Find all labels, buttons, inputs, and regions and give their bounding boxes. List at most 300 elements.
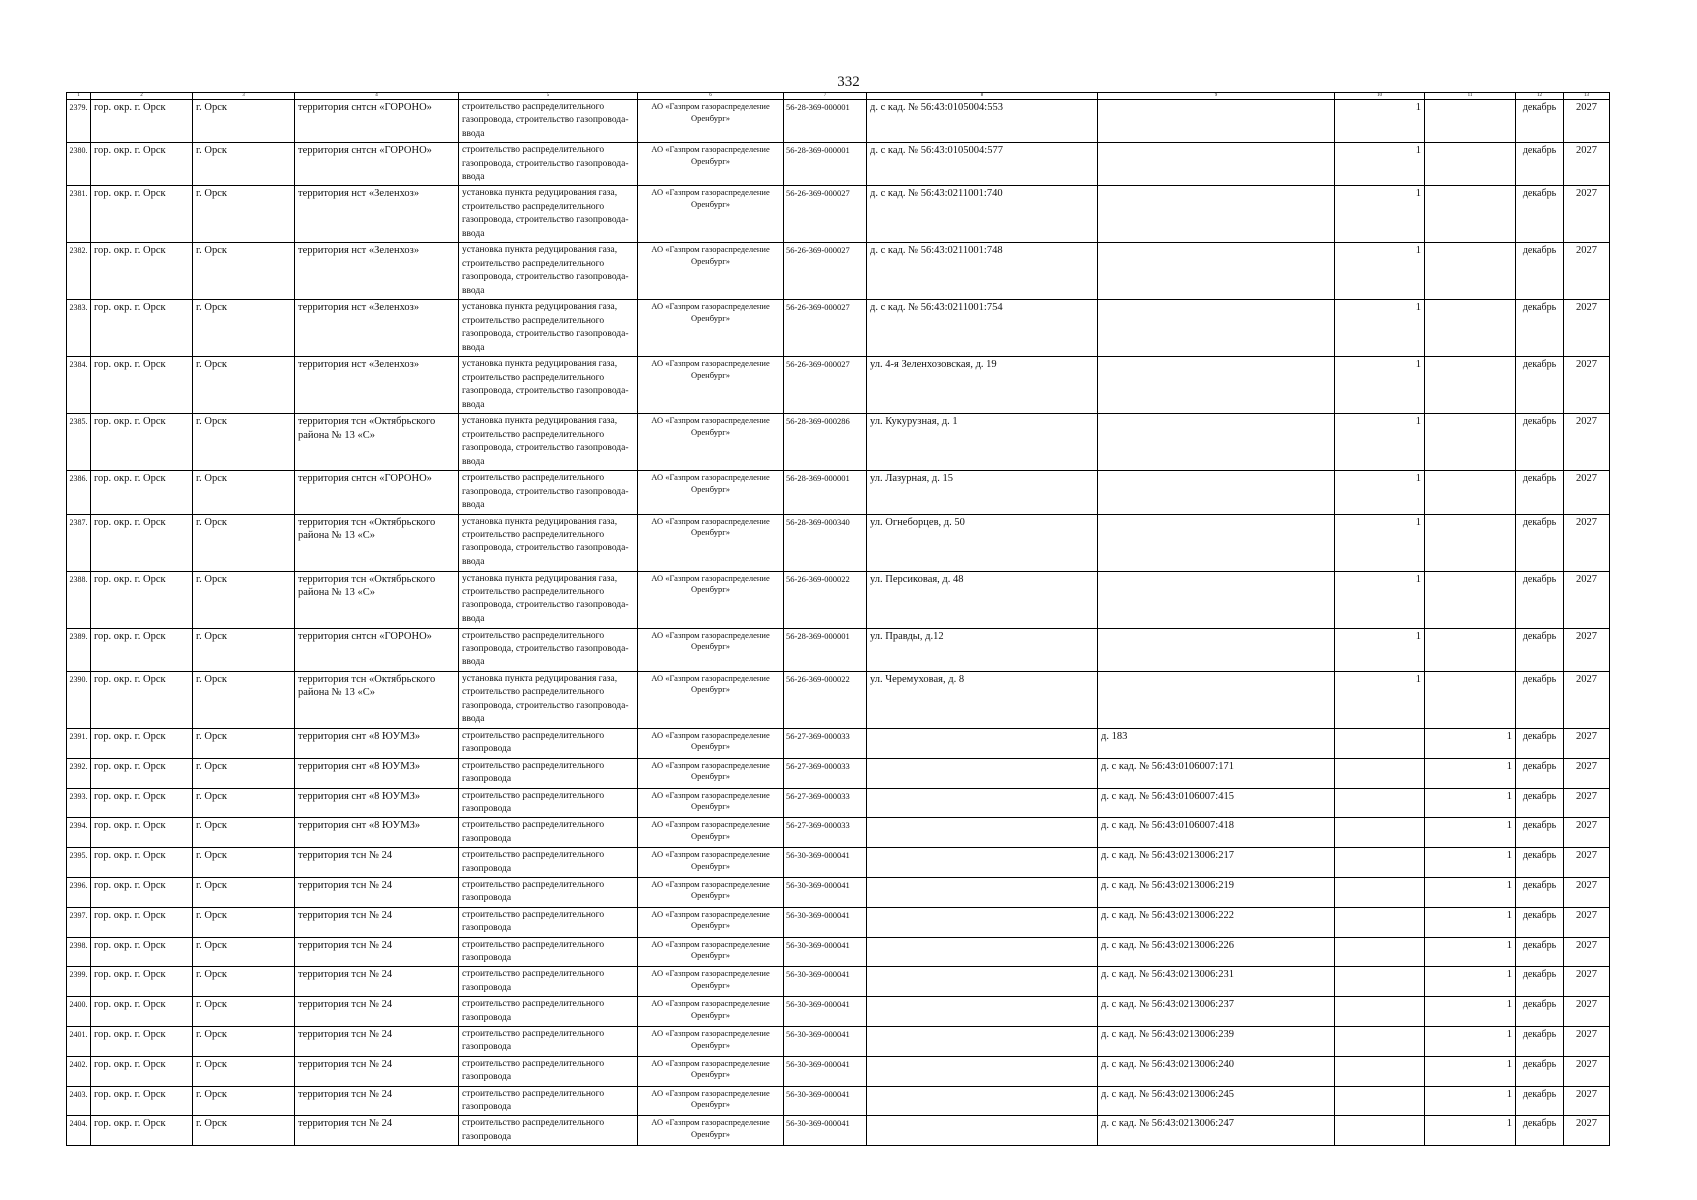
address-cell (867, 877, 1098, 907)
count-cell (1335, 937, 1425, 967)
work-type-cell: установка пункта редуцирования газа, строительство распределительного газопровода, строительство газопровода-ввода (459, 414, 638, 471)
column-number: 5 (459, 93, 638, 100)
municipality-cell: гор. окр. г. Орск (91, 471, 193, 514)
territory-cell: территория снт «8 ЮУМЗ» (295, 788, 459, 818)
column-number: 2 (91, 93, 193, 100)
organization-cell: АО «Газпром газораспределение Оренбург» (638, 186, 784, 243)
address-cell (867, 967, 1098, 997)
count-cell (1335, 848, 1425, 878)
table-row (67, 671, 1610, 728)
address-cell: ул. 4-я Зеленхозовская, д. 19 (867, 357, 1098, 414)
month-cell: декабрь (1516, 758, 1564, 788)
work-type-cell: установка пункта редуцирования газа, строительство распределительного газопровода, строительство газопровода-ввода (459, 243, 638, 300)
table-row (67, 414, 1610, 471)
cadastral-address-cell: д. с кад. № 56:43:0213006:222 (1098, 907, 1335, 937)
city-cell: г. Орск (193, 997, 295, 1027)
address-cell: д. с кад. № 56:43:0211001:748 (867, 243, 1098, 300)
table-row (67, 1116, 1610, 1146)
object-code-cell: 56-30-369-000041 (784, 848, 867, 878)
object-code-cell: 56-26-369-000027 (784, 300, 867, 357)
object-code-cell: 56-30-369-000041 (784, 877, 867, 907)
count-cell: 1 (1425, 788, 1516, 818)
year-cell: 2027 (1564, 300, 1610, 357)
municipality-cell: гор. окр. г. Орск (91, 1086, 193, 1116)
year-cell: 2027 (1564, 571, 1610, 628)
year-cell: 2027 (1564, 967, 1610, 997)
table-row (67, 300, 1610, 357)
count-cell (1425, 143, 1516, 186)
row-number: 2388. (67, 571, 91, 628)
cadastral-address-cell: д. с кад. № 56:43:0213006:226 (1098, 937, 1335, 967)
table-row (67, 100, 1610, 143)
work-type-cell: строительство распределительного газопровода (459, 1116, 638, 1146)
month-cell: декабрь (1516, 1056, 1564, 1086)
count-cell (1335, 728, 1425, 758)
work-type-cell: установка пункта редуцирования газа, строительство распределительного газопровода, строительство газопровода-ввода (459, 671, 638, 728)
month-cell: декабрь (1516, 628, 1564, 671)
organization-cell: АО «Газпром газораспределение Оренбург» (638, 243, 784, 300)
cadastral-address-cell: д. с кад. № 56:43:0213006:245 (1098, 1086, 1335, 1116)
object-code-cell: 56-30-369-000041 (784, 1116, 867, 1146)
row-number: 2402. (67, 1056, 91, 1086)
territory-cell: территория тсн «Октябрьского района № 13 «С» (295, 671, 459, 728)
work-type-cell: строительство распределительного газопровода, строительство газопровода-ввода (459, 471, 638, 514)
municipality-cell: гор. окр. г. Орск (91, 628, 193, 671)
gasification-registry-table (66, 92, 1610, 1146)
municipality-cell: гор. окр. г. Орск (91, 357, 193, 414)
territory-cell: территория тсн «Октябрьского района № 13 «С» (295, 414, 459, 471)
organization-cell: АО «Газпром газораспределение Оренбург» (638, 628, 784, 671)
territory-cell: территория тсн № 24 (295, 1027, 459, 1057)
month-cell: декабрь (1516, 818, 1564, 848)
address-cell (867, 937, 1098, 967)
count-cell (1425, 300, 1516, 357)
object-code-cell: 56-30-369-000041 (784, 1086, 867, 1116)
address-cell: ул. Огнеборцев, д. 50 (867, 514, 1098, 571)
year-cell: 2027 (1564, 1086, 1610, 1116)
work-type-cell: установка пункта редуцирования газа, строительство распределительного газопровода, строительство газопровода-ввода (459, 300, 638, 357)
address-cell (867, 788, 1098, 818)
municipality-cell: гор. окр. г. Орск (91, 671, 193, 728)
table-row (67, 907, 1610, 937)
count-cell (1335, 967, 1425, 997)
territory-cell: территория тсн № 24 (295, 997, 459, 1027)
count-cell: 1 (1425, 1086, 1516, 1116)
year-cell: 2027 (1564, 818, 1610, 848)
address-cell (867, 1056, 1098, 1086)
count-cell: 1 (1335, 357, 1425, 414)
month-cell: декабрь (1516, 243, 1564, 300)
count-cell (1425, 414, 1516, 471)
organization-cell: АО «Газпром газораспределение Оренбург» (638, 1056, 784, 1086)
year-cell: 2027 (1564, 1027, 1610, 1057)
count-cell (1335, 877, 1425, 907)
table-row (67, 1027, 1610, 1057)
table-row (67, 1056, 1610, 1086)
address-cell (867, 1086, 1098, 1116)
count-cell: 1 (1425, 907, 1516, 937)
cadastral-address-cell (1098, 628, 1335, 671)
city-cell: г. Орск (193, 300, 295, 357)
count-cell (1425, 471, 1516, 514)
table-row (67, 628, 1610, 671)
municipality-cell: гор. окр. г. Орск (91, 728, 193, 758)
city-cell: г. Орск (193, 877, 295, 907)
row-number: 2393. (67, 788, 91, 818)
municipality-cell: гор. окр. г. Орск (91, 100, 193, 143)
work-type-cell: установка пункта редуцирования газа, строительство распределительного газопровода, строительство газопровода-ввода (459, 514, 638, 571)
work-type-cell: строительство распределительного газопровода (459, 788, 638, 818)
object-code-cell: 56-30-369-000041 (784, 937, 867, 967)
object-code-cell: 56-28-369-000286 (784, 414, 867, 471)
work-type-cell: строительство распределительного газопровода (459, 907, 638, 937)
cadastral-address-cell: д. с кад. № 56:43:0106007:415 (1098, 788, 1335, 818)
count-cell: 1 (1425, 818, 1516, 848)
month-cell: декабрь (1516, 937, 1564, 967)
object-code-cell: 56-28-369-000001 (784, 100, 867, 143)
city-cell: г. Орск (193, 414, 295, 471)
object-code-cell: 56-28-369-000340 (784, 514, 867, 571)
object-code-cell: 56-26-369-000027 (784, 186, 867, 243)
month-cell: декабрь (1516, 143, 1564, 186)
territory-cell: территория тсн № 24 (295, 967, 459, 997)
column-number: 9 (1098, 93, 1335, 100)
cadastral-address-cell (1098, 571, 1335, 628)
row-number: 2387. (67, 514, 91, 571)
object-code-cell: 56-28-369-000001 (784, 628, 867, 671)
count-cell (1335, 818, 1425, 848)
year-cell: 2027 (1564, 243, 1610, 300)
municipality-cell: гор. окр. г. Орск (91, 788, 193, 818)
row-number: 2384. (67, 357, 91, 414)
municipality-cell: гор. окр. г. Орск (91, 877, 193, 907)
month-cell: декабрь (1516, 967, 1564, 997)
cadastral-address-cell (1098, 300, 1335, 357)
table-row (67, 243, 1610, 300)
year-cell: 2027 (1564, 788, 1610, 818)
cadastral-address-cell (1098, 514, 1335, 571)
address-cell: ул. Черемуховая, д. 8 (867, 671, 1098, 728)
count-cell: 1 (1335, 300, 1425, 357)
month-cell: декабрь (1516, 357, 1564, 414)
work-type-cell: установка пункта редуцирования газа, строительство распределительного газопровода, строительство газопровода-ввода (459, 186, 638, 243)
organization-cell: АО «Газпром газораспределение Оренбург» (638, 758, 784, 788)
city-cell: г. Орск (193, 357, 295, 414)
municipality-cell: гор. окр. г. Орск (91, 414, 193, 471)
territory-cell: территория снтсн «ГОРОНО» (295, 100, 459, 143)
organization-cell: АО «Газпром газораспределение Оренбург» (638, 300, 784, 357)
cadastral-address-cell: д. с кад. № 56:43:0213006:231 (1098, 967, 1335, 997)
count-cell: 1 (1425, 877, 1516, 907)
municipality-cell: гор. окр. г. Орск (91, 571, 193, 628)
territory-cell: территория снтсн «ГОРОНО» (295, 143, 459, 186)
work-type-cell: строительство распределительного газопровода (459, 848, 638, 878)
object-code-cell: 56-26-369-000027 (784, 357, 867, 414)
count-cell (1335, 1056, 1425, 1086)
organization-cell: АО «Газпром газораспределение Оренбург» (638, 788, 784, 818)
municipality-cell: гор. окр. г. Орск (91, 243, 193, 300)
count-cell: 1 (1335, 671, 1425, 728)
cadastral-address-cell (1098, 100, 1335, 143)
organization-cell: АО «Газпром газораспределение Оренбург» (638, 471, 784, 514)
address-cell (867, 1027, 1098, 1057)
month-cell: декабрь (1516, 728, 1564, 758)
count-cell: 1 (1425, 848, 1516, 878)
row-number: 2400. (67, 997, 91, 1027)
row-number: 2390. (67, 671, 91, 728)
municipality-cell: гор. окр. г. Орск (91, 1056, 193, 1086)
cadastral-address-cell: д. с кад. № 56:43:0106007:171 (1098, 758, 1335, 788)
table-row (67, 728, 1610, 758)
address-cell (867, 848, 1098, 878)
count-cell: 1 (1335, 571, 1425, 628)
organization-cell: АО «Газпром газораспределение Оренбург» (638, 728, 784, 758)
row-number: 2392. (67, 758, 91, 788)
cadastral-address-cell: д. 183 (1098, 728, 1335, 758)
address-cell (867, 1116, 1098, 1146)
count-cell: 1 (1335, 514, 1425, 571)
table-row (67, 818, 1610, 848)
territory-cell: территория тсн № 24 (295, 937, 459, 967)
table-row (67, 848, 1610, 878)
count-cell (1335, 997, 1425, 1027)
city-cell: г. Орск (193, 907, 295, 937)
count-cell (1425, 100, 1516, 143)
organization-cell: АО «Газпром газораспределение Оренбург» (638, 907, 784, 937)
work-type-cell: строительство распределительного газопровода, строительство газопровода-ввода (459, 628, 638, 671)
organization-cell: АО «Газпром газораспределение Оренбург» (638, 877, 784, 907)
municipality-cell: гор. окр. г. Орск (91, 818, 193, 848)
object-code-cell: 56-26-369-000022 (784, 671, 867, 728)
table-row (67, 471, 1610, 514)
row-number: 2379. (67, 100, 91, 143)
address-cell: ул. Кукурузная, д. 1 (867, 414, 1098, 471)
row-number: 2395. (67, 848, 91, 878)
city-cell: г. Орск (193, 728, 295, 758)
object-code-cell: 56-27-369-000033 (784, 818, 867, 848)
month-cell: декабрь (1516, 788, 1564, 818)
year-cell: 2027 (1564, 100, 1610, 143)
row-number: 2397. (67, 907, 91, 937)
address-cell: д. с кад. № 56:43:0105004:553 (867, 100, 1098, 143)
count-cell (1425, 186, 1516, 243)
territory-cell: территория нст «Зеленхоз» (295, 243, 459, 300)
cadastral-address-cell: д. с кад. № 56:43:0213006:219 (1098, 877, 1335, 907)
work-type-cell: строительство распределительного газопровода (459, 728, 638, 758)
city-cell: г. Орск (193, 788, 295, 818)
count-cell: 1 (1425, 1116, 1516, 1146)
row-number: 2399. (67, 967, 91, 997)
registry-body (67, 100, 1610, 1146)
cadastral-address-cell (1098, 357, 1335, 414)
year-cell: 2027 (1564, 1056, 1610, 1086)
column-number: 8 (867, 93, 1098, 100)
row-number: 2401. (67, 1027, 91, 1057)
column-number: 10 (1335, 93, 1425, 100)
month-cell: декабрь (1516, 1086, 1564, 1116)
work-type-cell: установка пункта редуцирования газа, строительство распределительного газопровода, строительство газопровода-ввода (459, 571, 638, 628)
municipality-cell: гор. окр. г. Орск (91, 967, 193, 997)
count-cell (1425, 357, 1516, 414)
row-number: 2381. (67, 186, 91, 243)
table-row (67, 877, 1610, 907)
address-cell (867, 907, 1098, 937)
year-cell: 2027 (1564, 628, 1610, 671)
table-row (67, 788, 1610, 818)
count-cell (1335, 1116, 1425, 1146)
municipality-cell: гор. окр. г. Орск (91, 997, 193, 1027)
territory-cell: территория снтсн «ГОРОНО» (295, 471, 459, 514)
month-cell: декабрь (1516, 1116, 1564, 1146)
cadastral-address-cell: д. с кад. № 56:43:0213006:247 (1098, 1116, 1335, 1146)
municipality-cell: гор. окр. г. Орск (91, 848, 193, 878)
row-number: 2391. (67, 728, 91, 758)
address-cell (867, 728, 1098, 758)
organization-cell: АО «Газпром газораспределение Оренбург» (638, 514, 784, 571)
city-cell: г. Орск (193, 758, 295, 788)
municipality-cell: гор. окр. г. Орск (91, 514, 193, 571)
year-cell: 2027 (1564, 143, 1610, 186)
year-cell: 2027 (1564, 671, 1610, 728)
territory-cell: территория тсн № 24 (295, 877, 459, 907)
address-cell: ул. Лазурная, д. 15 (867, 471, 1098, 514)
month-cell: декабрь (1516, 186, 1564, 243)
count-cell: 1 (1335, 100, 1425, 143)
count-cell (1335, 1086, 1425, 1116)
table-row (67, 967, 1610, 997)
count-cell: 1 (1335, 414, 1425, 471)
month-cell: декабрь (1516, 300, 1564, 357)
cadastral-address-cell: д. с кад. № 56:43:0213006:239 (1098, 1027, 1335, 1057)
table-row (67, 1086, 1610, 1116)
territory-cell: территория тсн № 24 (295, 907, 459, 937)
work-type-cell: строительство распределительного газопровода (459, 1056, 638, 1086)
year-cell: 2027 (1564, 728, 1610, 758)
count-cell: 1 (1425, 997, 1516, 1027)
address-cell: ул. Персиковая, д. 48 (867, 571, 1098, 628)
table-row (67, 143, 1610, 186)
cadastral-address-cell (1098, 471, 1335, 514)
year-cell: 2027 (1564, 997, 1610, 1027)
object-code-cell: 56-28-369-000001 (784, 143, 867, 186)
organization-cell: АО «Газпром газораспределение Оренбург» (638, 1086, 784, 1116)
address-cell: д. с кад. № 56:43:0211001:740 (867, 186, 1098, 243)
work-type-cell: строительство распределительного газопровода (459, 818, 638, 848)
organization-cell: АО «Газпром газораспределение Оренбург» (638, 1116, 784, 1146)
count-cell (1425, 571, 1516, 628)
table-row (67, 186, 1610, 243)
cadastral-address-cell: д. с кад. № 56:43:0213006:240 (1098, 1056, 1335, 1086)
address-cell (867, 818, 1098, 848)
count-cell: 1 (1425, 1027, 1516, 1057)
object-code-cell: 56-26-369-000022 (784, 571, 867, 628)
cadastral-address-cell: д. с кад. № 56:43:0213006:217 (1098, 848, 1335, 878)
cadastral-address-cell: д. с кад. № 56:43:0106007:418 (1098, 818, 1335, 848)
city-cell: г. Орск (193, 1086, 295, 1116)
table-row (67, 357, 1610, 414)
address-cell: д. с кад. № 56:43:0211001:754 (867, 300, 1098, 357)
organization-cell: АО «Газпром газораспределение Оренбург» (638, 818, 784, 848)
month-cell: декабрь (1516, 514, 1564, 571)
count-cell: 1 (1335, 628, 1425, 671)
year-cell: 2027 (1564, 877, 1610, 907)
work-type-cell: установка пункта редуцирования газа, строительство распределительного газопровода, строительство газопровода-ввода (459, 357, 638, 414)
city-cell: г. Орск (193, 1027, 295, 1057)
count-cell: 1 (1425, 1056, 1516, 1086)
year-cell: 2027 (1564, 414, 1610, 471)
cadastral-address-cell (1098, 143, 1335, 186)
page-number: 332 (837, 74, 860, 90)
work-type-cell: строительство распределительного газопровода (459, 877, 638, 907)
territory-cell: территория снт «8 ЮУМЗ» (295, 758, 459, 788)
count-cell (1425, 514, 1516, 571)
organization-cell: АО «Газпром газораспределение Оренбург» (638, 937, 784, 967)
count-cell: 1 (1425, 728, 1516, 758)
organization-cell: АО «Газпром газораспределение Оренбург» (638, 1027, 784, 1057)
object-code-cell: 56-27-369-000033 (784, 728, 867, 758)
column-number-row (67, 93, 1610, 100)
cadastral-address-cell: д. с кад. № 56:43:0213006:237 (1098, 997, 1335, 1027)
work-type-cell: строительство распределительного газопровода (459, 758, 638, 788)
column-number: 7 (784, 93, 867, 100)
cadastral-address-cell (1098, 671, 1335, 728)
row-number: 2403. (67, 1086, 91, 1116)
object-code-cell: 56-30-369-000041 (784, 997, 867, 1027)
address-cell: ул. Правды, д.12 (867, 628, 1098, 671)
municipality-cell: гор. окр. г. Орск (91, 143, 193, 186)
month-cell: декабрь (1516, 1027, 1564, 1057)
territory-cell: территория тсн «Октябрьского района № 13 «С» (295, 571, 459, 628)
municipality-cell: гор. окр. г. Орск (91, 758, 193, 788)
city-cell: г. Орск (193, 671, 295, 728)
month-cell: декабрь (1516, 671, 1564, 728)
row-number: 2394. (67, 818, 91, 848)
work-type-cell: строительство распределительного газопровода (459, 1027, 638, 1057)
territory-cell: территория тсн № 24 (295, 1056, 459, 1086)
work-type-cell: строительство распределительного газопровода, строительство газопровода-ввода (459, 143, 638, 186)
object-code-cell: 56-27-369-000033 (784, 758, 867, 788)
table-row (67, 514, 1610, 571)
organization-cell: АО «Газпром газораспределение Оренбург» (638, 967, 784, 997)
work-type-cell: строительство распределительного газопровода (459, 997, 638, 1027)
city-cell: г. Орск (193, 818, 295, 848)
count-cell (1425, 628, 1516, 671)
organization-cell: АО «Газпром газораспределение Оренбург» (638, 997, 784, 1027)
municipality-cell: гор. окр. г. Орск (91, 300, 193, 357)
object-code-cell: 56-27-369-000033 (784, 788, 867, 818)
city-cell: г. Орск (193, 1116, 295, 1146)
city-cell: г. Орск (193, 471, 295, 514)
work-type-cell: строительство распределительного газопровода (459, 1086, 638, 1116)
table-row (67, 758, 1610, 788)
territory-cell: территория тсн «Октябрьского района № 13 «С» (295, 514, 459, 571)
territory-cell: территория нст «Зеленхоз» (295, 300, 459, 357)
count-cell: 1 (1335, 243, 1425, 300)
organization-cell: АО «Газпром газораспределение Оренбург» (638, 100, 784, 143)
territory-cell: территория снт «8 ЮУМЗ» (295, 818, 459, 848)
row-number: 2386. (67, 471, 91, 514)
address-cell (867, 758, 1098, 788)
city-cell: г. Орск (193, 937, 295, 967)
row-number: 2396. (67, 877, 91, 907)
count-cell (1335, 758, 1425, 788)
year-cell: 2027 (1564, 357, 1610, 414)
count-cell: 1 (1425, 937, 1516, 967)
territory-cell: территория тсн № 24 (295, 1086, 459, 1116)
month-cell: декабрь (1516, 471, 1564, 514)
object-code-cell: 56-28-369-000001 (784, 471, 867, 514)
row-number: 2383. (67, 300, 91, 357)
